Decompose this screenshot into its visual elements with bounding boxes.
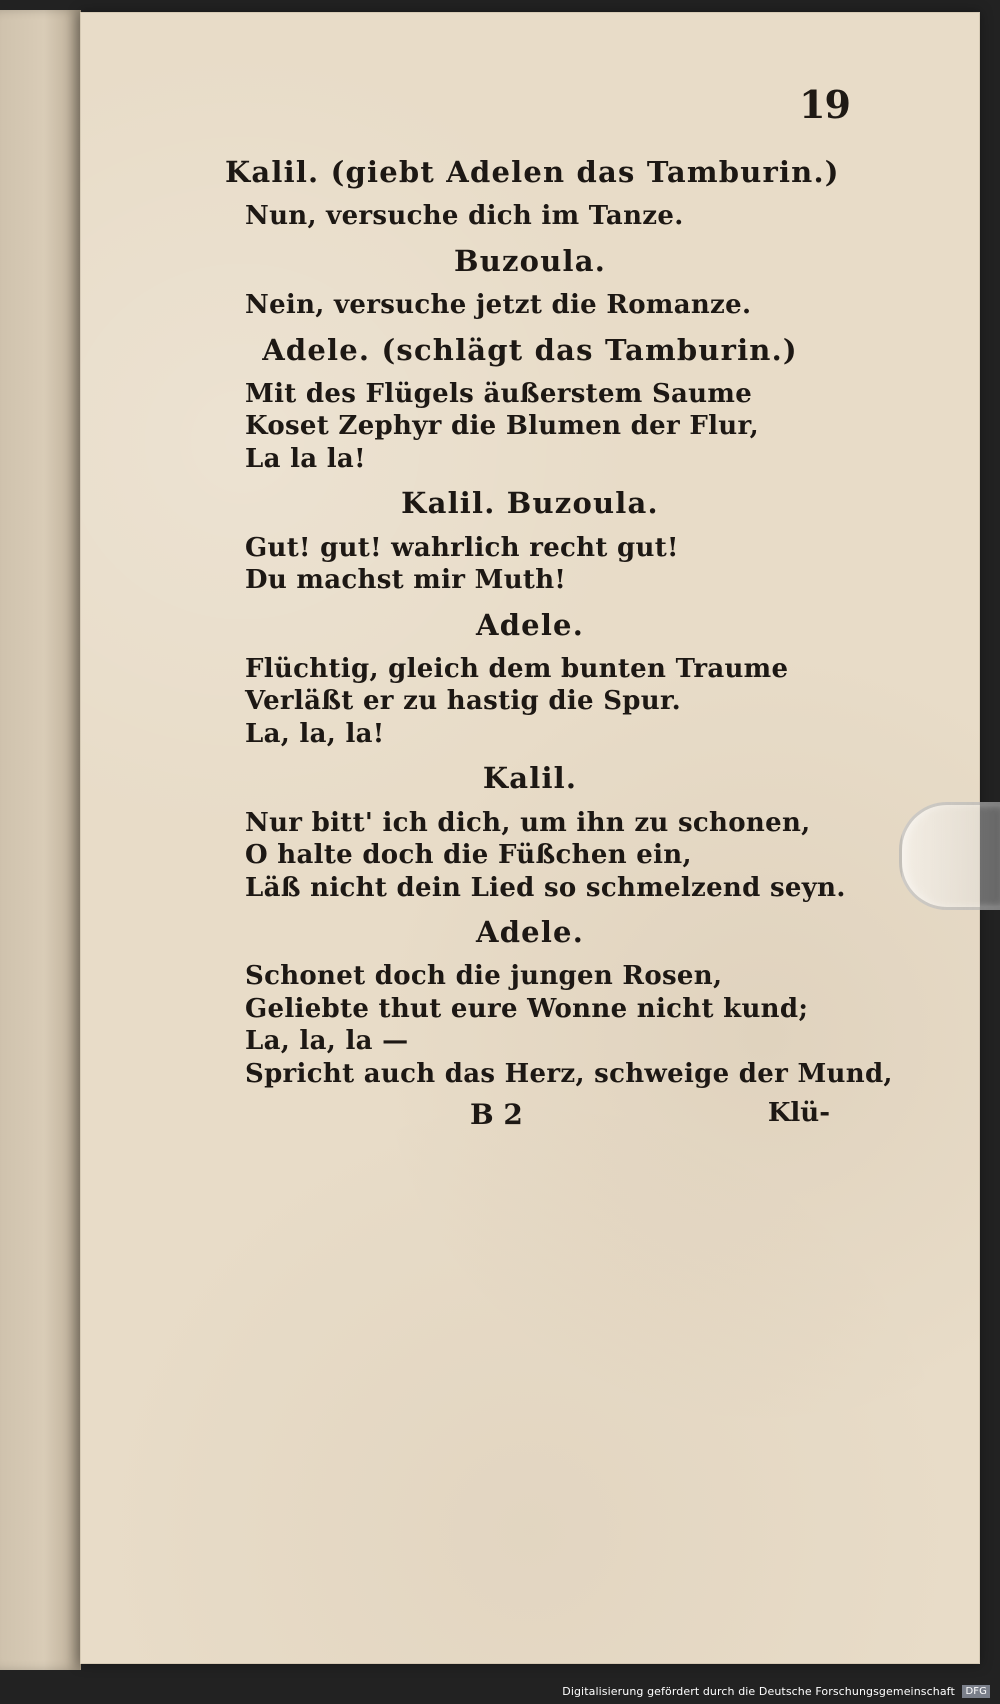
- signature-row: [225, 1098, 875, 1140]
- page-text: [225, 144, 893, 1140]
- speaker-line: Kalil. Buzoula.: [401, 486, 659, 521]
- dfg-badge: DFG: [962, 1685, 990, 1698]
- verse-line: Koset Zephyr die Blumen der Flur,: [245, 411, 759, 442]
- verse-line: La, la, la —: [245, 1026, 409, 1057]
- verse-line: Du machst mir Muth!: [245, 565, 567, 595]
- verse-line: Läß nicht dein Lied so schmelzend seyn.: [245, 872, 846, 903]
- page-tab: [899, 802, 1000, 910]
- verse-line: Schonet doch die jungen Rosen,: [245, 961, 723, 992]
- verse-line: Spricht auch das Herz, schweige der Mund,: [245, 1058, 893, 1089]
- speaker-line: Buzoula.: [454, 243, 606, 278]
- verse-line: Verläßt er zu hastig die Spur.: [245, 686, 681, 717]
- verse-line: Nun, versuche dich im Tanze.: [245, 201, 684, 232]
- page-number: 19: [799, 82, 850, 127]
- catchword: Klü-: [767, 1098, 830, 1129]
- verse-line: Mit des Flügels äußerstem Saume: [245, 378, 753, 409]
- verse-line: La la la!: [245, 443, 366, 474]
- verse-line: La, la, la!: [245, 718, 385, 749]
- speaker-line: Adele.: [476, 915, 584, 949]
- signature-mark: B 2: [470, 1098, 523, 1132]
- verse-line: Nur bitt' ich dich, um ihn zu schonen,: [245, 807, 811, 838]
- verse-line: Gut! gut! wahrlich recht gut!: [245, 532, 679, 563]
- verse-line: O halte doch die Füßchen ein,: [245, 840, 692, 870]
- left-page-edge: [0, 10, 81, 1670]
- speaker-line: Kalil.: [482, 761, 578, 796]
- footer-credit: Digitalisierung gefördert durch die Deutsche Forschungsgemeinschaft: [562, 1684, 955, 1698]
- verse-line: Geliebte thut eure Wonne nicht kund;: [245, 993, 809, 1024]
- speaker-line: Kalil. (giebt Adelen das Tamburin.): [225, 155, 840, 189]
- speaker-line: Adele.: [476, 607, 584, 642]
- speaker-line: Adele. (schlägt das Tamburin.): [262, 332, 798, 367]
- digitization-footer: [562, 1685, 990, 1699]
- book-page: [80, 12, 980, 1664]
- verse-line: Nein, versuche jetzt die Romanze.: [245, 290, 752, 320]
- verse-line: Flüchtig, gleich dem bunten Traume: [245, 653, 789, 684]
